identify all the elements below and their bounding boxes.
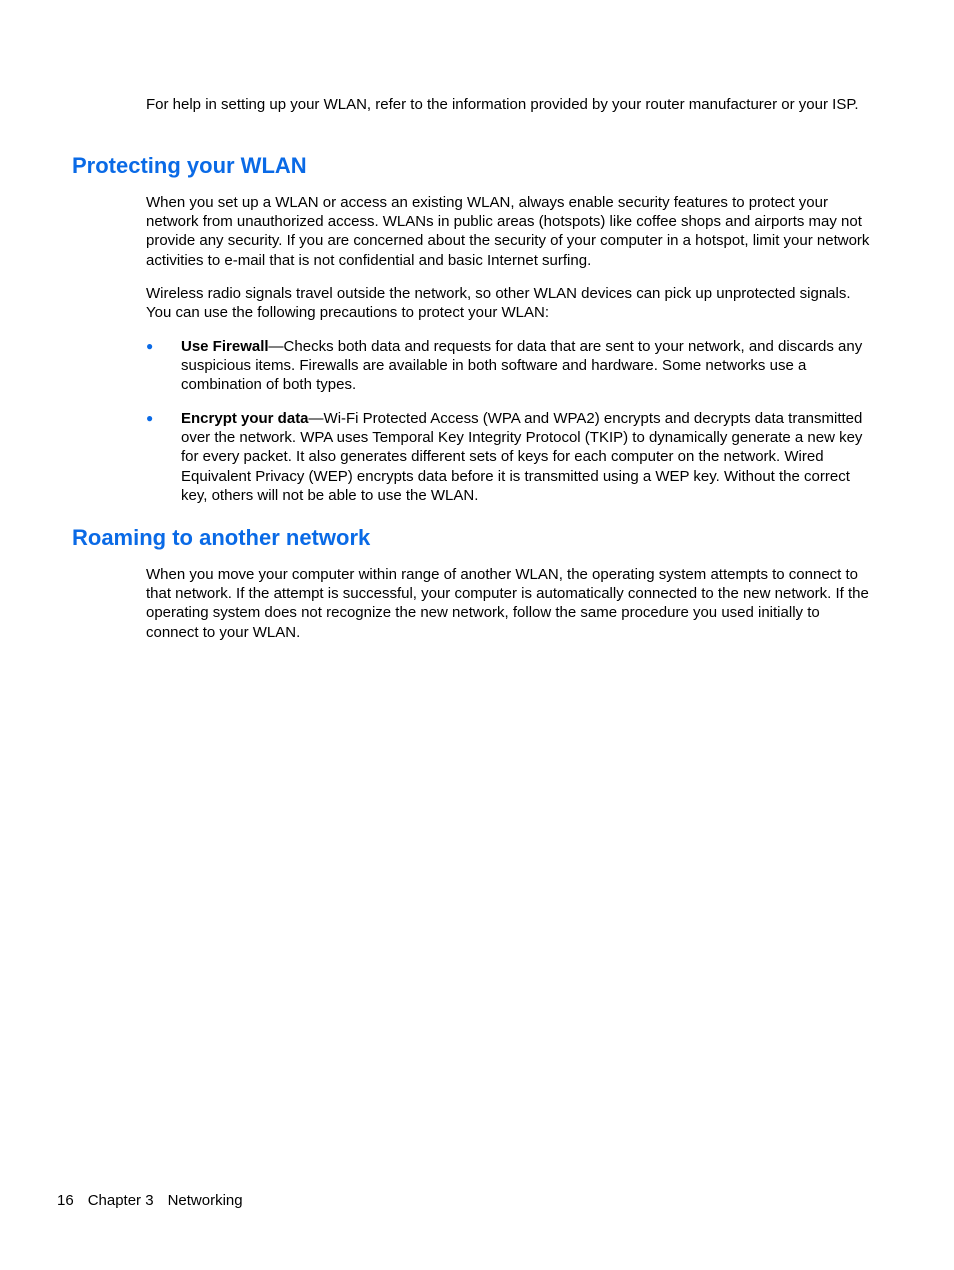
footer-chapter: Chapter 3 (87, 1192, 154, 1209)
roaming-paragraph-1: When you move your computer within range of another WLAN, the operating system attempts to connect to that network. If the attempt is successful, your computer is automatically connected to the new network. If the operating system does not recognize the new network, follow the same procedure you used initially to connect to your WLAN. (146, 566, 869, 641)
bullet-icon: ● (146, 411, 154, 425)
protecting-paragraph-1: When you set up a WLAN or access an existing WLAN, always enable security features to protect your network from unauthorized access. WLANs in public areas (hotspots) like coffee shops and airports may not provide any security. If you are concerned about the security of your computer in a hotspot, limit your network activities to e-mail that is not confidential and basic Internet surfing. (146, 194, 870, 269)
bullet-term-encrypt: Encrypt your data (181, 410, 309, 427)
heading-protecting-wlan: Protecting your WLAN (72, 153, 307, 178)
footer-chapter-title: Networking (167, 1192, 243, 1209)
intro-paragraph: For help in setting up your WLAN, refer to the information provided by your router manufacturer or your ISP. (146, 96, 859, 113)
bullet-icon: ● (146, 339, 154, 353)
bullet-desc-firewall: —Checks both data and requests for data that are sent to your network, and discards any suspicious items. Firewalls are available in both software and hardware. Some networks use a combination of both types. (181, 338, 863, 394)
heading-roaming: Roaming to another network (72, 525, 371, 550)
bullet-text-firewall (181, 337, 870, 395)
page-footer (57, 1191, 257, 1211)
bullet-desc-encrypt: —Wi-Fi Protected Access (WPA and WPA2) encrypts and decrypts data transmitted over the network. WPA uses Temporal Key Integrity Protocol (TKIP) to dynamically generate a new key for every packet. It also generates different sets of keys for each computer on the network. Wired Equivalent Privacy (WEP) encrypts data before it is transmitted using a WEP key. Without the correct key, others will not be able to use the WLAN. (181, 410, 863, 504)
footer-page-number: 16 (57, 1192, 74, 1209)
protecting-paragraph-2: Wireless radio signals travel outside the network, so other WLAN devices can pick up unprotected signals. You can use the following precautions to protect your WLAN: (146, 285, 851, 322)
bullet-term-firewall: Use Firewall (181, 338, 269, 355)
bullet-text-encrypt (181, 409, 870, 505)
